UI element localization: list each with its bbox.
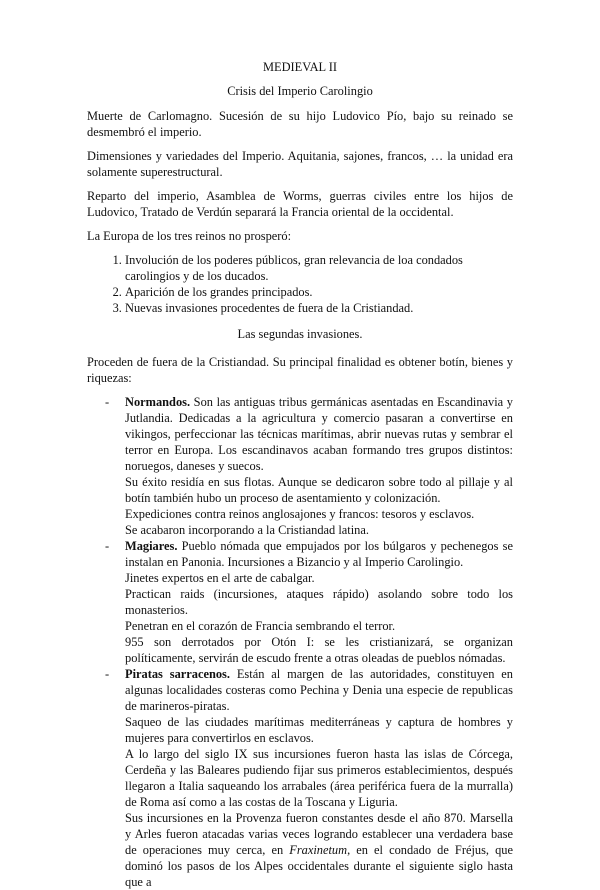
document-page — [87, 59, 513, 890]
section-intro: Proceden de fuera de la Cristiandad. Su principal finalidad es obtener botín, bienes y riquezas: — [87, 355, 513, 385]
magiares-line: Penetran en el corazón de Francia sembrando el terror. — [125, 619, 396, 633]
magiares-line: Jinetes expertos en el arte de cabalgar. — [125, 571, 315, 585]
numbered-item: 1. Involución de los poderes públicos, gran relevancia de loa condados carolingios y de los ducados. — [125, 252, 513, 284]
normandos-line: Su éxito residía en sus flotas. Aunque se dedicaron sobre todo al pillaje y al botín también hubo un proceso de asentamiento y colonización. — [125, 475, 513, 505]
piratas-text: Están al margen de las autoridades, constituyen en algunas localidades costeras como Pechina y Denia una especie de republicas de marineros-piratas. — [125, 667, 514, 713]
normandos-text: Son las antiguas tribus germánicas asentadas en Escandinavia y Jutlandia. Dedicadas a la agricultura y comercio pasaran a convertirse en vikingos, perfeccionar las técnicas marítimas, abrir nuevas rutas y sembrar el terror en Europa. Los escandinavos acaban formando tres grupos distintos: noruegos, daneses y suecos. — [125, 395, 513, 473]
list-item-piratas — [87, 666, 513, 890]
normandos-heading: Normandos. — [125, 395, 191, 409]
magiares-line: Practican raids (incursiones, ataques rápido) asolando sobre todo los monasterios. — [125, 587, 513, 617]
fraxinetum-term: Fraxinetum — [289, 843, 348, 857]
page-title: MEDIEVAL II — [263, 60, 337, 74]
paragraph-reparto: Reparto del imperio, Asamblea de Worms, guerras civiles entre los hijos de Ludovico, Tratado de Verdún separará la Francia oriental de la occidental. — [87, 189, 513, 219]
magiares-heading: Magiares. — [125, 539, 178, 553]
numbered-item: 3. Nuevas invasiones procedentes de fuera de la Cristiandad. — [125, 300, 513, 316]
numbered-item: 2. Aparición de los grandes principados. — [125, 284, 513, 300]
dash-bullet: - — [105, 667, 110, 681]
dash-bullet: - — [105, 395, 110, 409]
numbered-list — [87, 252, 513, 316]
normandos-line: Expediciones contra reinos anglosajones y francos: tesoros y esclavos. — [125, 507, 475, 521]
piratas-line-provenza — [125, 810, 513, 890]
normandos-line: Se acabaron incorporando a la Cristiandad latina. — [125, 523, 369, 537]
paragraph-carlomagno: Muerte de Carlomagno. Sucesión de su hijo Ludovico Pío, bajo su reinado se desmembró el imperio. — [87, 109, 513, 139]
provenza-text: Sus incursiones en la Provenza fueron constantes desde el año 870. Marsella y Arles fueron atacadas varias veces logrando establecer una verdadera base de operaciones muy cerca, en — [125, 811, 513, 857]
magiares-lead — [125, 538, 513, 570]
piratas-line: A lo largo del siglo IX sus incursiones fueron hasta las islas de Córcega, Cerdeña y las Baleares pudiendo fijar sus primeros establecimientos, después llegaron a Italia saqueando los arrabales (área periférica fuera de la murralla) de Roma así como a las costas de la Toscana y Liguria. — [125, 747, 513, 809]
paragraph-tres-reinos: La Europa de los tres reinos no prosperó: — [87, 229, 292, 243]
normandos-lead — [125, 394, 513, 474]
magiares-line: 955 son derrotados por Otón I: se les cristianizará, se organizan políticamente, servirán de escudo frente a otras oleadas de pueblos nómadas. — [125, 635, 513, 665]
paragraph-dimensiones: Dimensiones y variedades del Imperio. Aquitania, sajones, francos, … la unidad era solamente superestructural. — [87, 149, 513, 179]
list-item-normandos — [87, 394, 513, 538]
piratas-heading: Piratas sarracenos. — [125, 667, 230, 681]
piratas-lead — [125, 666, 513, 714]
invasions-list — [87, 394, 513, 890]
page-subtitle: Crisis del Imperio Carolingio — [227, 84, 373, 98]
list-item-magiares — [87, 538, 513, 666]
magiares-text: Pueblo nómada que empujados por los búlgaros y pechenegos se instalan en Panonia. Incursiones a Bizancio y al Imperio Carolingio. — [125, 539, 513, 569]
provenza-text-end: , en el condado de Fréjus, que dominó los pasos de los Alpes occidentales durante el siguiente siglo hasta que a — [125, 843, 513, 889]
piratas-line: Saqueo de las ciudades marítimas mediterráneas y captura de hombres y mujeres para convertirlos en esclavos. — [125, 715, 513, 745]
section-title: Las segundas invasiones. — [237, 327, 363, 341]
dash-bullet: - — [105, 539, 110, 553]
